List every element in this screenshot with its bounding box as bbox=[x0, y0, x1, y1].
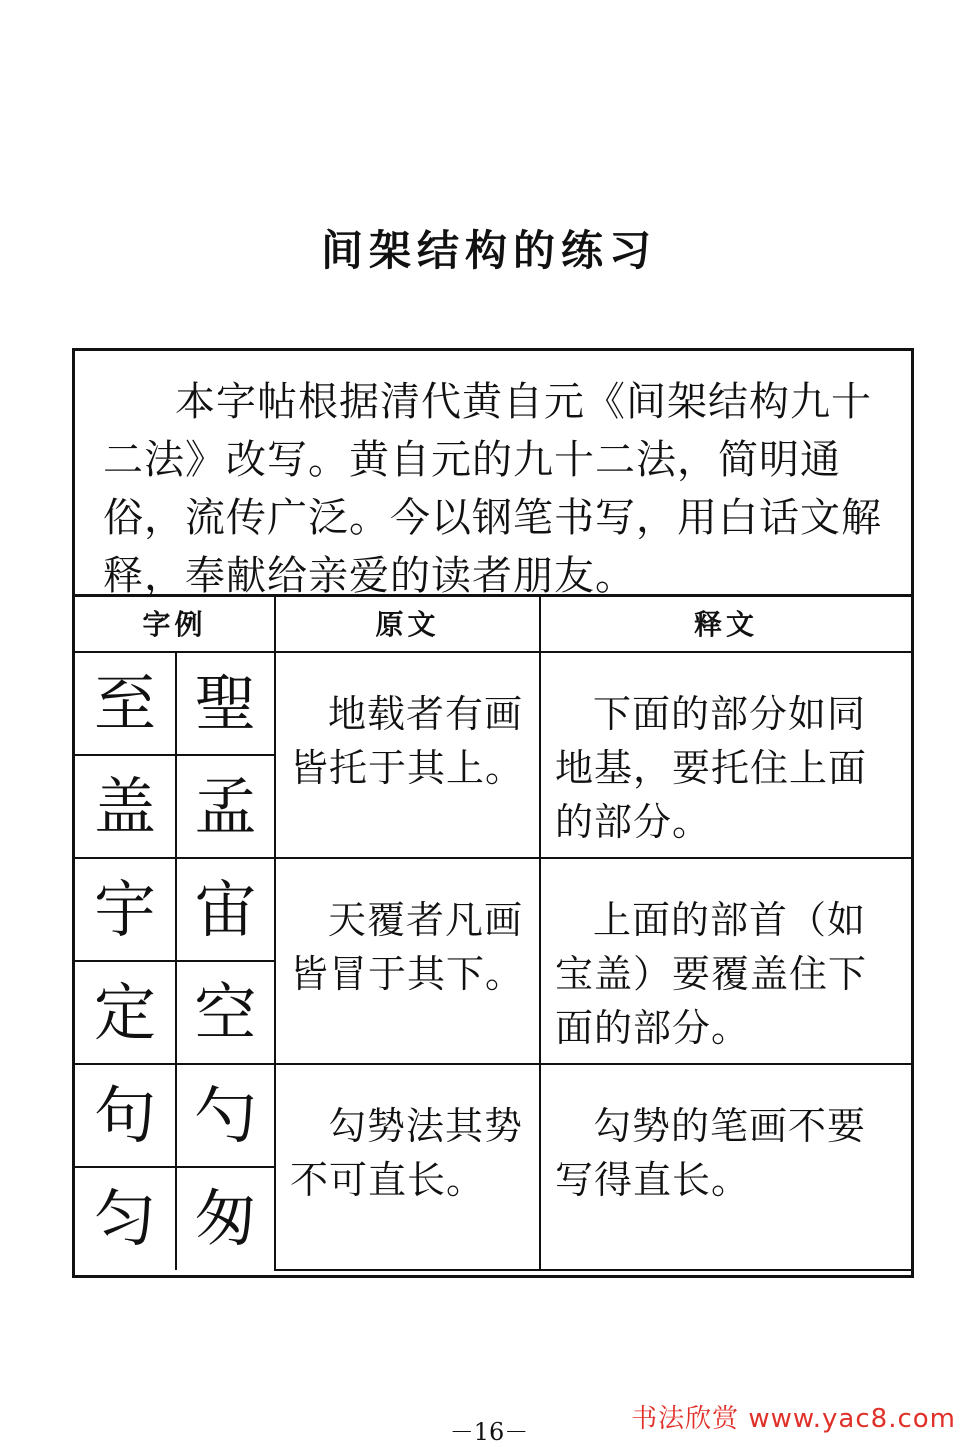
explanation-text-cell bbox=[540, 858, 911, 1064]
example-char: 定 bbox=[75, 961, 176, 1064]
original-text: 天覆者凡画皆冒于其下。 bbox=[290, 898, 525, 996]
example-char: 孟 bbox=[176, 755, 275, 858]
table-row bbox=[75, 1064, 911, 1167]
explanation-text: 下面的部分如同地基，要托住上面的部分。 bbox=[555, 692, 868, 844]
example-char: 匀 bbox=[75, 1167, 176, 1270]
header-explanation: 释文 bbox=[540, 594, 911, 652]
original-text-cell bbox=[275, 652, 540, 858]
table-row bbox=[75, 652, 911, 755]
table-row bbox=[75, 858, 911, 961]
intro-paragraph: 本字帖根据清代黄自元《间架结构九十二法》改写。黄自元的九十二法，简明通俗，流传广泛。今以钢笔书写，用白话文解释，奉献给亲爱的读者朋友。 bbox=[103, 379, 882, 599]
example-char: 勺 bbox=[176, 1064, 275, 1167]
example-char: 匆 bbox=[176, 1167, 275, 1270]
explanation-text-cell bbox=[540, 652, 911, 858]
page-number: －16－ bbox=[449, 1418, 529, 1446]
example-char: 空 bbox=[176, 961, 275, 1064]
example-char: 聖 bbox=[176, 652, 275, 755]
content-frame bbox=[72, 348, 914, 1278]
structure-table bbox=[75, 594, 911, 1271]
explanation-text: 勾㔟的笔画不要写得直长。 bbox=[555, 1104, 867, 1202]
example-char: 句 bbox=[75, 1064, 176, 1167]
header-examples: 字例 bbox=[75, 594, 275, 652]
original-text: 地载者有画皆托于其上。 bbox=[290, 692, 525, 790]
table-header-row bbox=[75, 594, 911, 652]
example-char: 宇 bbox=[75, 858, 176, 961]
original-text-cell bbox=[275, 1064, 540, 1270]
explanation-text-cell bbox=[540, 1064, 911, 1270]
original-text-cell bbox=[275, 858, 540, 1064]
example-char: 宙 bbox=[176, 858, 275, 961]
original-text: 勾㔟法其势不可直长。 bbox=[290, 1104, 524, 1202]
explanation-text: 上面的部首（如宝盖）要覆盖住下面的部分。 bbox=[555, 898, 868, 1050]
header-original: 原文 bbox=[275, 594, 540, 652]
example-char: 至 bbox=[75, 652, 176, 755]
page-title: 间架结构的练习 bbox=[320, 226, 657, 275]
example-char: 盖 bbox=[75, 755, 176, 858]
watermark: 书法欣赏 www.yac8.com bbox=[631, 1404, 956, 1434]
intro-box bbox=[75, 351, 911, 597]
